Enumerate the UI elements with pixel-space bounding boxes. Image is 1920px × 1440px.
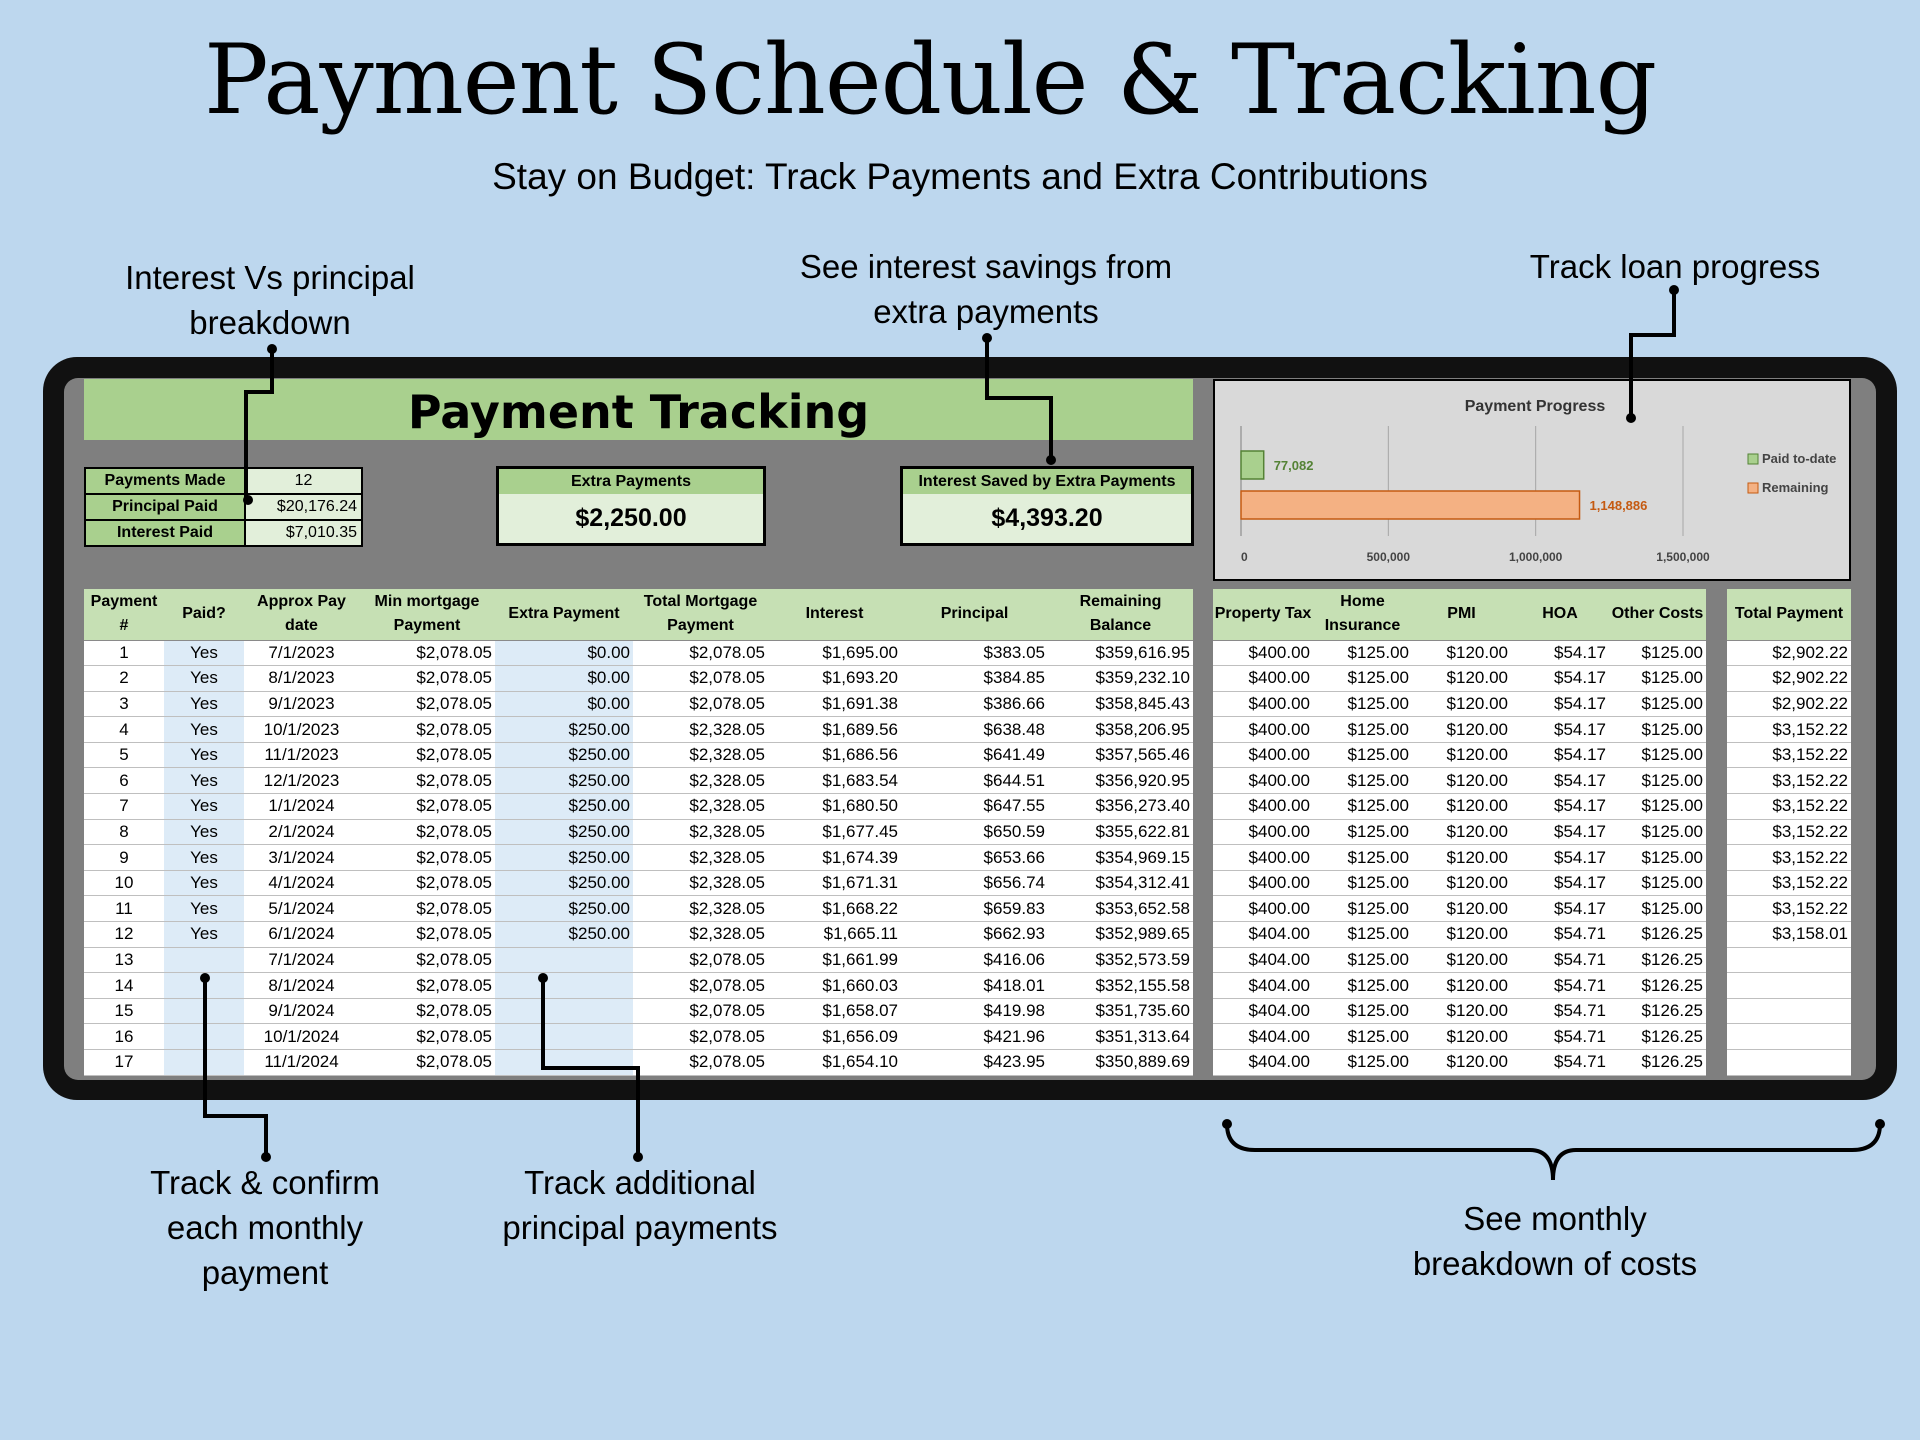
- schedule-cell[interactable]: $1,661.99: [768, 947, 901, 973]
- costs-cell[interactable]: $54.17: [1511, 640, 1609, 666]
- schedule-cell[interactable]: $250.00: [495, 794, 633, 820]
- schedule-cell[interactable]: $1,683.54: [768, 768, 901, 794]
- principal-paid-value[interactable]: $20,176.24: [245, 494, 362, 520]
- total-payment-header: Total Payment: [1727, 589, 1851, 640]
- schedule-cell[interactable]: $2,078.05: [359, 768, 495, 794]
- schedule-cell[interactable]: 4/1/2024: [244, 870, 359, 896]
- costs-cell[interactable]: $54.71: [1511, 1050, 1609, 1076]
- schedule-cell[interactable]: $416.06: [901, 947, 1048, 973]
- costs-cell[interactable]: $54.17: [1511, 717, 1609, 743]
- costs-cell[interactable]: $125.00: [1313, 666, 1412, 692]
- costs-cell[interactable]: $404.00: [1213, 1050, 1313, 1076]
- costs-cell[interactable]: $54.71: [1511, 998, 1609, 1024]
- costs-cell[interactable]: $54.17: [1511, 896, 1609, 922]
- total-cell[interactable]: $3,152.22: [1727, 845, 1851, 871]
- schedule-cell[interactable]: $383.05: [901, 640, 1048, 666]
- schedule-cell[interactable]: $386.66: [901, 691, 1048, 717]
- total-cell[interactable]: $3,152.22: [1727, 717, 1851, 743]
- schedule-cell[interactable]: $656.74: [901, 870, 1048, 896]
- schedule-cell[interactable]: $2,328.05: [633, 768, 768, 794]
- schedule-cell[interactable]: $2,078.05: [359, 794, 495, 820]
- schedule-cell[interactable]: 10: [84, 870, 164, 896]
- costs-cell[interactable]: $126.25: [1609, 998, 1706, 1024]
- legend-label: Paid to-date: [1762, 451, 1837, 466]
- costs-cell[interactable]: $125.00: [1609, 870, 1706, 896]
- schedule-header-2: Approx Pay date: [244, 589, 359, 640]
- costs-cell[interactable]: $126.25: [1609, 1050, 1706, 1076]
- schedule-cell[interactable]: $0.00: [495, 691, 633, 717]
- schedule-cell[interactable]: 13: [84, 947, 164, 973]
- total-cell[interactable]: $3,152.22: [1727, 768, 1851, 794]
- schedule-cell[interactable]: $641.49: [901, 742, 1048, 768]
- costs-cell[interactable]: $125.00: [1313, 794, 1412, 820]
- schedule-cell[interactable]: $1,654.10: [768, 1050, 901, 1076]
- schedule-cell[interactable]: $423.95: [901, 1050, 1048, 1076]
- chart-data-label: 1,148,886: [1589, 498, 1648, 513]
- connector-confirm-payment: [205, 978, 266, 1157]
- costs-cell[interactable]: $54.71: [1511, 1024, 1609, 1050]
- schedule-cell[interactable]: $2,078.05: [359, 666, 495, 692]
- schedule-cell[interactable]: 16: [84, 1024, 164, 1050]
- costs-cell[interactable]: $125.00: [1609, 896, 1706, 922]
- callout-interest-vs-principal: Interest Vs principal breakdown: [125, 259, 415, 341]
- callout-confirm-payment: Track & confirm each monthly payment: [150, 1164, 380, 1291]
- schedule-cell[interactable]: Yes: [164, 768, 244, 794]
- chart-tick-label: 0: [1241, 550, 1248, 564]
- schedule-cell[interactable]: $250.00: [495, 870, 633, 896]
- costs-cell[interactable]: $120.00: [1412, 947, 1511, 973]
- chart-tick-label: 1,000,000: [1508, 550, 1563, 564]
- schedule-cell[interactable]: $1,689.56: [768, 717, 901, 743]
- schedule-cell[interactable]: $359,232.10: [1048, 666, 1193, 692]
- costs-cell[interactable]: $126.25: [1609, 973, 1706, 999]
- schedule-cell[interactable]: 2: [84, 666, 164, 692]
- total-cell[interactable]: $3,152.22: [1727, 870, 1851, 896]
- costs-cell[interactable]: $120.00: [1412, 922, 1511, 948]
- schedule-cell[interactable]: Yes: [164, 870, 244, 896]
- costs-cell[interactable]: $54.17: [1511, 691, 1609, 717]
- costs-cell[interactable]: $400.00: [1213, 666, 1313, 692]
- costs-cell[interactable]: $120.00: [1412, 794, 1511, 820]
- schedule-cell[interactable]: $2,078.05: [359, 845, 495, 871]
- schedule-cell[interactable]: 5: [84, 742, 164, 768]
- schedule-cell[interactable]: Yes: [164, 922, 244, 948]
- schedule-cell[interactable]: $0.00: [495, 640, 633, 666]
- schedule-cell[interactable]: $2,078.05: [633, 947, 768, 973]
- chart-tick-label: 500,000: [1366, 550, 1411, 564]
- connector-additional-principal: [543, 978, 638, 1157]
- costs-cell[interactable]: $120.00: [1412, 666, 1511, 692]
- costs-cell[interactable]: $125.00: [1313, 896, 1412, 922]
- schedule-cell[interactable]: 12: [84, 922, 164, 948]
- schedule-cell[interactable]: $358,845.43: [1048, 691, 1193, 717]
- connector-interest-savings: [987, 338, 1051, 460]
- costs-cell[interactable]: $400.00: [1213, 742, 1313, 768]
- schedule-cell[interactable]: $2,328.05: [633, 922, 768, 948]
- schedule-cell[interactable]: 8/1/2024: [244, 973, 359, 999]
- schedule-cell[interactable]: $250.00: [495, 922, 633, 948]
- callout-interest-savings: See interest savings from extra payments: [799, 248, 1173, 330]
- costs-cell[interactable]: $400.00: [1213, 691, 1313, 717]
- schedule-header-7: Principal: [901, 589, 1048, 640]
- connector-loan-progress: [1631, 290, 1674, 420]
- costs-cell[interactable]: $404.00: [1213, 947, 1313, 973]
- schedule-cell[interactable]: $357,565.46: [1048, 742, 1193, 768]
- schedule-cell[interactable]: $644.51: [901, 768, 1048, 794]
- costs-cell[interactable]: $125.00: [1313, 1050, 1412, 1076]
- connector-interest-principal: [246, 349, 272, 502]
- page-title: Payment Schedule & Tracking: [203, 24, 1657, 136]
- schedule-cell[interactable]: $2,078.05: [359, 819, 495, 845]
- costs-cell[interactable]: $120.00: [1412, 870, 1511, 896]
- schedule-cell[interactable]: $356,920.95: [1048, 768, 1193, 794]
- total-cell[interactable]: $3,152.22: [1727, 819, 1851, 845]
- schedule-header-0: Payment #: [84, 589, 164, 640]
- costs-cell[interactable]: $404.00: [1213, 1024, 1313, 1050]
- total-cell[interactable]: $3,152.22: [1727, 742, 1851, 768]
- costs-cell[interactable]: $125.00: [1313, 947, 1412, 973]
- schedule-cell[interactable]: $2,078.05: [359, 742, 495, 768]
- schedule-cell[interactable]: $384.85: [901, 666, 1048, 692]
- schedule-cell[interactable]: 2/1/2024: [244, 819, 359, 845]
- interest-paid-value[interactable]: $7,010.35: [245, 520, 362, 546]
- schedule-cell[interactable]: Yes: [164, 896, 244, 922]
- schedule-cell[interactable]: $2,328.05: [633, 870, 768, 896]
- schedule-header-1: Paid?: [164, 589, 244, 640]
- schedule-cell[interactable]: 11/1/2023: [244, 742, 359, 768]
- schedule-cell[interactable]: 6/1/2024: [244, 922, 359, 948]
- schedule-cell[interactable]: $2,328.05: [633, 819, 768, 845]
- costs-cell[interactable]: $125.00: [1313, 870, 1412, 896]
- schedule-cell[interactable]: $1,677.45: [768, 819, 901, 845]
- costs-cell[interactable]: $126.25: [1609, 1024, 1706, 1050]
- schedule-cell[interactable]: Yes: [164, 794, 244, 820]
- interest-saved-value[interactable]: $4,393.20: [991, 504, 1103, 532]
- schedule-cell[interactable]: $418.01: [901, 973, 1048, 999]
- costs-cell[interactable]: $125.00: [1609, 819, 1706, 845]
- costs-cell[interactable]: $54.71: [1511, 922, 1609, 948]
- schedule-cell[interactable]: 9: [84, 845, 164, 871]
- callout-loan-progress: Track loan progress: [1529, 248, 1821, 285]
- schedule-cell[interactable]: $2,078.05: [359, 973, 495, 999]
- schedule-header-4: Extra Payment: [495, 589, 633, 640]
- schedule-cell[interactable]: $2,078.05: [359, 922, 495, 948]
- schedule-cell[interactable]: $352,989.65: [1048, 922, 1193, 948]
- costs-cell[interactable]: $125.00: [1313, 1024, 1412, 1050]
- costs-cell[interactable]: $400.00: [1213, 717, 1313, 743]
- schedule-cell[interactable]: Yes: [164, 742, 244, 768]
- costs-header-3: HOA: [1511, 589, 1609, 640]
- schedule-cell[interactable]: Yes: [164, 640, 244, 666]
- costs-cell[interactable]: $54.17: [1511, 768, 1609, 794]
- schedule-cell[interactable]: $1,674.39: [768, 845, 901, 871]
- interest-paid-label: Interest Paid: [85, 520, 245, 546]
- schedule-cell[interactable]: $1,686.56: [768, 742, 901, 768]
- costs-cell[interactable]: $125.00: [1609, 717, 1706, 743]
- schedule-cell[interactable]: $1,656.09: [768, 1024, 901, 1050]
- costs-cell[interactable]: $400.00: [1213, 640, 1313, 666]
- tracker-title: Payment Tracking: [84, 379, 1193, 440]
- schedule-cell[interactable]: $653.66: [901, 845, 1048, 871]
- schedule-cell[interactable]: 8/1/2023: [244, 666, 359, 692]
- schedule-cell[interactable]: Yes: [164, 717, 244, 743]
- schedule-cell[interactable]: 11/1/2024: [244, 1050, 359, 1076]
- schedule-cell[interactable]: $354,312.41: [1048, 870, 1193, 896]
- schedule-cell[interactable]: $352,573.59: [1048, 947, 1193, 973]
- total-cell[interactable]: $2,902.22: [1727, 691, 1851, 717]
- costs-cell[interactable]: $125.00: [1313, 691, 1412, 717]
- schedule-cell[interactable]: $2,078.05: [359, 896, 495, 922]
- costs-header-4: Other Costs: [1609, 589, 1706, 640]
- costs-cell[interactable]: $125.00: [1609, 845, 1706, 871]
- schedule-cell[interactable]: $352,155.58: [1048, 973, 1193, 999]
- schedule-header-3: Min mortgage Payment: [359, 589, 495, 640]
- schedule-cell[interactable]: $2,078.05: [359, 1050, 495, 1076]
- schedule-cell[interactable]: $2,078.05: [359, 640, 495, 666]
- schedule-cell[interactable]: $250.00: [495, 896, 633, 922]
- schedule-cell[interactable]: 9/1/2024: [244, 998, 359, 1024]
- schedule-cell[interactable]: $2,078.05: [359, 717, 495, 743]
- schedule-cell[interactable]: $350,889.69: [1048, 1050, 1193, 1076]
- schedule-cell[interactable]: $1,695.00: [768, 640, 901, 666]
- schedule-cell[interactable]: 6: [84, 768, 164, 794]
- schedule-cell[interactable]: $250.00: [495, 845, 633, 871]
- schedule-header-6: Interest: [768, 589, 901, 640]
- schedule-cell[interactable]: $250.00: [495, 768, 633, 794]
- costs-cell[interactable]: $120.00: [1412, 998, 1511, 1024]
- schedule-cell[interactable]: $351,735.60: [1048, 998, 1193, 1024]
- schedule-cell[interactable]: $250.00: [495, 742, 633, 768]
- costs-cell[interactable]: $125.00: [1313, 717, 1412, 743]
- costs-cell[interactable]: $125.00: [1609, 794, 1706, 820]
- schedule-cell[interactable]: $2,078.05: [359, 1024, 495, 1050]
- schedule-cell[interactable]: 9/1/2023: [244, 691, 359, 717]
- schedule-cell[interactable]: 7: [84, 794, 164, 820]
- schedule-cell[interactable]: Yes: [164, 819, 244, 845]
- schedule-header-8: Remaining Balance: [1048, 589, 1193, 640]
- schedule-cell[interactable]: $2,078.05: [633, 973, 768, 999]
- costs-cell[interactable]: $54.17: [1511, 870, 1609, 896]
- schedule-cell[interactable]: $1,658.07: [768, 998, 901, 1024]
- schedule-cell[interactable]: $2,078.05: [633, 998, 768, 1024]
- costs-cell[interactable]: $120.00: [1412, 640, 1511, 666]
- costs-cell[interactable]: $125.00: [1609, 691, 1706, 717]
- schedule-cell[interactable]: $2,078.05: [359, 870, 495, 896]
- schedule-cell[interactable]: $662.93: [901, 922, 1048, 948]
- schedule-cell[interactable]: $250.00: [495, 819, 633, 845]
- schedule-cell[interactable]: $647.55: [901, 794, 1048, 820]
- schedule-header-5: Total Mortgage Payment: [633, 589, 768, 640]
- interest-saved-label: Interest Saved by Extra Payments: [903, 469, 1191, 494]
- costs-cell[interactable]: $125.00: [1313, 922, 1412, 948]
- costs-cell[interactable]: $404.00: [1213, 973, 1313, 999]
- costs-header-1: Home Insurance: [1313, 589, 1412, 640]
- costs-cell[interactable]: $54.71: [1511, 973, 1609, 999]
- costs-cell[interactable]: $54.17: [1511, 819, 1609, 845]
- schedule-cell[interactable]: 3/1/2024: [244, 845, 359, 871]
- costs-cell[interactable]: $54.17: [1511, 845, 1609, 871]
- costs-cell[interactable]: $125.00: [1609, 666, 1706, 692]
- costs-cell[interactable]: $120.00: [1412, 742, 1511, 768]
- total-cell[interactable]: $2,902.22: [1727, 666, 1851, 692]
- schedule-cell[interactable]: $2,328.05: [633, 717, 768, 743]
- costs-cell[interactable]: $54.17: [1511, 666, 1609, 692]
- schedule-cell[interactable]: 11: [84, 896, 164, 922]
- total-cell[interactable]: $3,158.01: [1727, 922, 1851, 948]
- schedule-cell[interactable]: $358,206.95: [1048, 717, 1193, 743]
- costs-cell[interactable]: $54.17: [1511, 794, 1609, 820]
- costs-cell[interactable]: $120.00: [1412, 819, 1511, 845]
- schedule-cell[interactable]: $0.00: [495, 666, 633, 692]
- schedule-cell[interactable]: $359,616.95: [1048, 640, 1193, 666]
- costs-cell[interactable]: $125.00: [1313, 973, 1412, 999]
- costs-cell[interactable]: $120.00: [1412, 845, 1511, 871]
- costs-cell[interactable]: $125.00: [1313, 742, 1412, 768]
- costs-cell[interactable]: $120.00: [1412, 1024, 1511, 1050]
- costs-cell[interactable]: $54.71: [1511, 947, 1609, 973]
- costs-header-0: Property Tax: [1213, 589, 1313, 640]
- schedule-cell[interactable]: Yes: [164, 845, 244, 871]
- schedule-cell[interactable]: $638.48: [901, 717, 1048, 743]
- schedule-cell[interactable]: 3: [84, 691, 164, 717]
- chart-title: Payment Progress: [1464, 398, 1606, 415]
- costs-cell[interactable]: $400.00: [1213, 845, 1313, 871]
- legend-label: Remaining: [1762, 480, 1829, 495]
- brace-monthly-costs: [1227, 1124, 1880, 1180]
- schedule-cell[interactable]: $2,328.05: [633, 742, 768, 768]
- schedule-cell[interactable]: $659.83: [901, 896, 1048, 922]
- schedule-cell[interactable]: $2,328.05: [633, 896, 768, 922]
- extra-payments-label: Extra Payments: [499, 469, 763, 494]
- chart-data-label: 77,082: [1273, 458, 1314, 473]
- costs-cell[interactable]: $400.00: [1213, 794, 1313, 820]
- costs-cell[interactable]: $125.00: [1313, 845, 1412, 871]
- schedule-cell[interactable]: $355,622.81: [1048, 819, 1193, 845]
- costs-cell[interactable]: $400.00: [1213, 896, 1313, 922]
- costs-cell[interactable]: $125.00: [1313, 819, 1412, 845]
- schedule-cell[interactable]: $1,660.03: [768, 973, 901, 999]
- costs-cell[interactable]: $125.00: [1609, 640, 1706, 666]
- schedule-cell[interactable]: $2,078.05: [633, 691, 768, 717]
- costs-cell[interactable]: $120.00: [1412, 896, 1511, 922]
- costs-header-2: PMI: [1412, 589, 1511, 640]
- schedule-cell[interactable]: 12/1/2023: [244, 768, 359, 794]
- schedule-cell[interactable]: $1,691.38: [768, 691, 901, 717]
- costs-cell[interactable]: $125.00: [1313, 640, 1412, 666]
- costs-cell[interactable]: $126.25: [1609, 947, 1706, 973]
- schedule-cell[interactable]: Yes: [164, 666, 244, 692]
- schedule-cell[interactable]: $2,078.05: [359, 947, 495, 973]
- costs-cell[interactable]: $120.00: [1412, 768, 1511, 794]
- costs-cell[interactable]: $400.00: [1213, 870, 1313, 896]
- extra-payments-value[interactable]: $2,250.00: [575, 504, 687, 532]
- schedule-cell[interactable]: $2,078.05: [633, 1024, 768, 1050]
- payments-made-value[interactable]: 12: [245, 468, 362, 494]
- schedule-cell[interactable]: 5/1/2024: [244, 896, 359, 922]
- schedule-cell[interactable]: 17: [84, 1050, 164, 1076]
- costs-cell[interactable]: $400.00: [1213, 768, 1313, 794]
- schedule-cell[interactable]: $2,078.05: [633, 666, 768, 692]
- costs-cell[interactable]: $54.17: [1511, 742, 1609, 768]
- schedule-cell[interactable]: $354,969.15: [1048, 845, 1193, 871]
- costs-cell[interactable]: $125.00: [1609, 742, 1706, 768]
- schedule-cell[interactable]: $1,665.11: [768, 922, 901, 948]
- schedule-cell[interactable]: 4: [84, 717, 164, 743]
- schedule-cell[interactable]: 15: [84, 998, 164, 1024]
- schedule-cell[interactable]: 1: [84, 640, 164, 666]
- costs-cell[interactable]: $120.00: [1412, 691, 1511, 717]
- costs-cell[interactable]: $126.25: [1609, 922, 1706, 948]
- schedule-cell[interactable]: $1,680.50: [768, 794, 901, 820]
- schedule-cell[interactable]: $1,668.22: [768, 896, 901, 922]
- callout-monthly-breakdown: See monthly breakdown of costs: [1412, 1200, 1698, 1282]
- costs-cell[interactable]: $120.00: [1412, 717, 1511, 743]
- total-cell[interactable]: $3,152.22: [1727, 794, 1851, 820]
- schedule-cell[interactable]: 7/1/2023: [244, 640, 359, 666]
- schedule-cell[interactable]: $1,693.20: [768, 666, 901, 692]
- costs-cell[interactable]: $400.00: [1213, 819, 1313, 845]
- schedule-cell[interactable]: $2,078.05: [359, 998, 495, 1024]
- callout-additional-principal: Track additional principal payments: [502, 1164, 778, 1246]
- schedule-cell[interactable]: $353,652.58: [1048, 896, 1193, 922]
- schedule-cell[interactable]: $2,078.05: [633, 1050, 768, 1076]
- payments-made-label: Payments Made: [85, 468, 245, 494]
- costs-cell[interactable]: $125.00: [1313, 998, 1412, 1024]
- schedule-cell[interactable]: $419.98: [901, 998, 1048, 1024]
- costs-cell[interactable]: $120.00: [1412, 1050, 1511, 1076]
- page-subtitle: Stay on Budget: Track Payments and Extra Contributions: [492, 156, 1428, 197]
- schedule-cell[interactable]: $650.59: [901, 819, 1048, 845]
- schedule-cell[interactable]: 10/1/2023: [244, 717, 359, 743]
- schedule-cell[interactable]: $250.00: [495, 717, 633, 743]
- costs-cell[interactable]: $404.00: [1213, 922, 1313, 948]
- schedule-cell[interactable]: $356,273.40: [1048, 794, 1193, 820]
- principal-paid-label: Principal Paid: [85, 494, 245, 520]
- schedule-cell[interactable]: 10/1/2024: [244, 1024, 359, 1050]
- costs-cell[interactable]: $120.00: [1412, 973, 1511, 999]
- schedule-cell[interactable]: Yes: [164, 691, 244, 717]
- costs-cell[interactable]: $125.00: [1609, 768, 1706, 794]
- costs-cell[interactable]: $125.00: [1313, 768, 1412, 794]
- schedule-cell[interactable]: $2,078.05: [359, 691, 495, 717]
- schedule-cell[interactable]: $421.96: [901, 1024, 1048, 1050]
- schedule-cell[interactable]: 14: [84, 973, 164, 999]
- schedule-cell[interactable]: 7/1/2024: [244, 947, 359, 973]
- schedule-cell[interactable]: 1/1/2024: [244, 794, 359, 820]
- schedule-cell[interactable]: $351,313.64: [1048, 1024, 1193, 1050]
- schedule-cell[interactable]: $2,078.05: [633, 640, 768, 666]
- schedule-cell[interactable]: $1,671.31: [768, 870, 901, 896]
- total-cell[interactable]: $3,152.22: [1727, 896, 1851, 922]
- costs-cell[interactable]: $404.00: [1213, 998, 1313, 1024]
- schedule-cell[interactable]: $2,328.05: [633, 794, 768, 820]
- schedule-cell[interactable]: 8: [84, 819, 164, 845]
- chart-tick-label: 1,500,000: [1656, 550, 1710, 564]
- total-cell[interactable]: $2,902.22: [1727, 640, 1851, 666]
- schedule-cell[interactable]: $2,328.05: [633, 845, 768, 871]
